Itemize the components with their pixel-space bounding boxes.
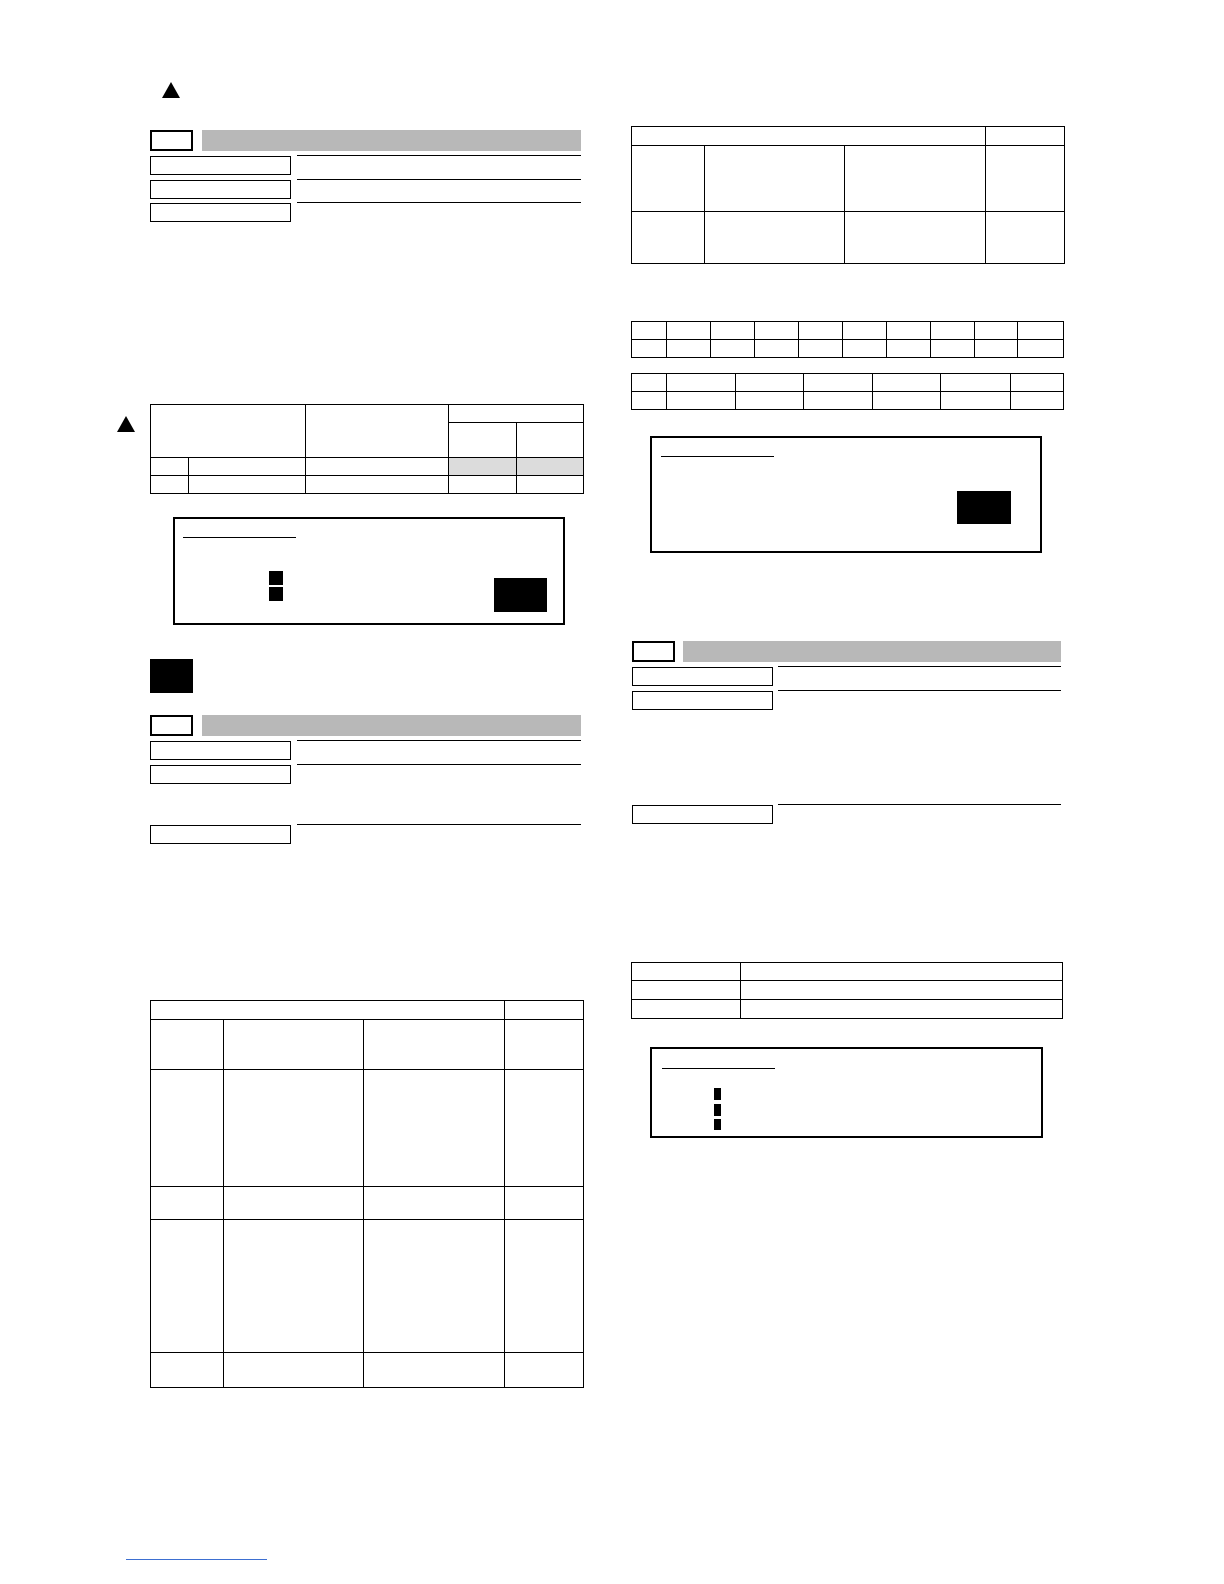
table-cell-shaded [517, 458, 584, 476]
table-cell [364, 1070, 505, 1187]
field-label-box [150, 741, 291, 760]
table-header-cell [449, 423, 517, 458]
table-cell [741, 1000, 1063, 1019]
table-cell [505, 1070, 584, 1187]
field-label-box [632, 667, 773, 686]
mode-table [150, 1000, 584, 1388]
section-title-bar [202, 130, 581, 151]
table-cell [151, 458, 189, 476]
table-cell [189, 458, 306, 476]
mode-table [631, 126, 1065, 264]
table-cell [975, 340, 1018, 358]
table-cell [632, 322, 667, 340]
table-cell [755, 322, 799, 340]
table-header-cell [632, 127, 986, 146]
field-label-box [150, 825, 291, 844]
display-screen [650, 1047, 1043, 1138]
table-header-cell [151, 1001, 505, 1020]
table-cell [1018, 322, 1064, 340]
table-header-cell [306, 405, 449, 458]
field-rule [297, 155, 581, 156]
table-cell [941, 374, 1011, 392]
table-cell [517, 476, 584, 494]
table-cell [306, 458, 449, 476]
table-cell [632, 1000, 741, 1019]
field-rule [297, 824, 581, 825]
cursor-block-icon [269, 571, 283, 585]
table-cell [505, 1187, 584, 1220]
table-cell [151, 1187, 224, 1220]
table-cell [632, 963, 741, 981]
table-cell [736, 392, 804, 410]
table-cell [632, 374, 667, 392]
field-label-box [150, 203, 291, 222]
table-cell [873, 392, 941, 410]
table-cell [151, 1353, 224, 1388]
table-cell [224, 1220, 364, 1353]
table-cell [986, 212, 1065, 264]
table-cell [741, 981, 1063, 1000]
table-cell [1018, 340, 1064, 358]
table-cell [224, 1020, 364, 1070]
table-cell [887, 322, 931, 340]
table-cell [632, 146, 705, 212]
table-cell [505, 1020, 584, 1070]
field-label-box [150, 156, 291, 175]
table-cell [151, 1220, 224, 1353]
section-title-bar [202, 715, 581, 736]
table-cell [449, 476, 517, 494]
enter-key-icon [494, 578, 547, 612]
table-cell [667, 322, 711, 340]
table-cell [1011, 392, 1064, 410]
table-cell [306, 476, 449, 494]
table-cell [667, 374, 736, 392]
table-cell [151, 1070, 224, 1187]
setting-table [631, 962, 1063, 1019]
warning-triangle-icon [162, 82, 180, 98]
table-cell [632, 981, 741, 1000]
screen-title-underline [662, 1068, 775, 1069]
table-cell [151, 1020, 224, 1070]
warning-triangle-icon [117, 416, 135, 432]
table-cell [364, 1353, 505, 1388]
table-cell [741, 963, 1063, 981]
table-cell [887, 340, 931, 358]
value-grid [631, 321, 1064, 358]
display-screen [650, 436, 1042, 553]
table-cell [224, 1187, 364, 1220]
table-cell [364, 1020, 505, 1070]
table-header-cell [517, 423, 584, 458]
table-cell [843, 340, 887, 358]
table-cell [705, 212, 845, 264]
table-cell [736, 374, 804, 392]
field-label-box [150, 180, 291, 199]
table-header-cell [449, 405, 584, 423]
table-header-cell [986, 127, 1065, 146]
table-cell [667, 392, 736, 410]
table-cell [667, 340, 711, 358]
table-cell [705, 146, 845, 212]
table-cell [941, 392, 1011, 410]
table-cell [804, 392, 873, 410]
table-cell [1011, 374, 1064, 392]
screen-title-underline [661, 456, 774, 457]
table-cell [224, 1353, 364, 1388]
table-cell [986, 146, 1065, 212]
table-cell [364, 1187, 505, 1220]
adjustment-table [150, 404, 584, 494]
table-header-cell [151, 405, 306, 458]
section-title-bar [683, 641, 1061, 662]
cursor-block-icon [269, 587, 283, 601]
table-cell [975, 322, 1018, 340]
table-cell [505, 1220, 584, 1353]
field-rule [778, 804, 1061, 805]
value-grid [631, 373, 1064, 410]
field-rule [778, 666, 1061, 667]
table-cell [755, 340, 799, 358]
table-cell [711, 322, 755, 340]
table-cell [632, 212, 705, 264]
table-cell [224, 1070, 364, 1187]
table-cell [632, 340, 667, 358]
field-label-box [150, 765, 291, 784]
section-number-box [632, 641, 675, 662]
field-label-box [632, 691, 773, 710]
table-cell [845, 146, 986, 212]
footer-link-underline[interactable] [126, 1559, 267, 1560]
table-cell [632, 392, 667, 410]
table-cell [931, 322, 975, 340]
enter-key-icon [957, 491, 1011, 524]
cursor-block-icon [714, 1088, 721, 1100]
table-cell [799, 340, 843, 358]
field-rule [297, 740, 581, 741]
table-cell [189, 476, 306, 494]
field-rule [297, 179, 581, 180]
table-cell [845, 212, 986, 264]
field-rule [778, 690, 1061, 691]
field-label-box [632, 805, 773, 824]
table-cell [711, 340, 755, 358]
screen-title-underline [183, 537, 296, 538]
table-cell [804, 374, 873, 392]
cursor-block-icon [714, 1119, 721, 1130]
table-cell [799, 322, 843, 340]
table-cell [873, 374, 941, 392]
field-rule [297, 202, 581, 203]
table-cell-shaded [449, 458, 517, 476]
cursor-block-icon [714, 1104, 721, 1116]
table-cell [505, 1353, 584, 1388]
section-number-box [150, 130, 193, 151]
table-cell [931, 340, 975, 358]
display-screen [173, 517, 565, 625]
table-cell [151, 476, 189, 494]
table-cell [364, 1220, 505, 1353]
black-marker-block [150, 659, 193, 693]
field-rule [297, 764, 581, 765]
table-cell [843, 322, 887, 340]
table-header-cell [505, 1001, 584, 1020]
section-number-box [150, 715, 193, 736]
